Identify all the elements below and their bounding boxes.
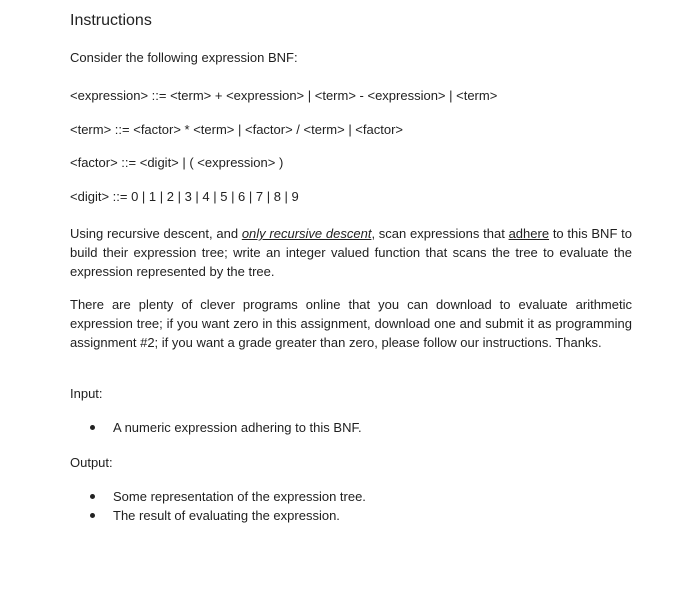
warning-paragraph: There are plenty of clever programs online that you can download to evaluate arithmetic expression tree; if you want zero in this assignment, download one and submit it as programming assignment #2; if you want a grade greater than zero, please follow our instructions. Thanks.: [70, 297, 632, 350]
emphasis-text: only recursive descent: [241, 226, 372, 241]
bnf-term-rule: <term> ::= <factor> * <term> | <factor> / <term> | <factor>: [70, 122, 403, 137]
bullet-icon: [90, 494, 95, 499]
bullet-icon: [90, 513, 95, 518]
input-label: Input:: [70, 386, 103, 401]
intro-text: Consider the following expression BNF:: [70, 50, 298, 65]
output-list: [90, 487, 366, 525]
bnf-factor-rule: <factor> ::= <digit> | ( <expression> ): [70, 155, 284, 170]
bullet-icon: [90, 425, 95, 430]
underlined-text: adhere: [508, 226, 550, 241]
paragraph-text: , scan expressions that: [371, 226, 509, 241]
list-item: The result of evaluating the expression.: [90, 506, 366, 525]
page-title: Instructions: [70, 12, 152, 29]
paragraph-text: Using recursive descent, and: [70, 226, 242, 241]
bnf-digit-rule: <digit> ::= 0 | 1 | 2 | 3 | 4 | 5 | 6 | 7 | 8 | 9: [70, 189, 299, 204]
paragraph-text: to this BNF to build their expression tree; write an integer valued function that scans the tree to evaluate the expression represented by the tree.: [70, 226, 632, 279]
instructions-paragraph: [70, 224, 632, 281]
output-label: Output:: [70, 455, 113, 470]
list-item: A numeric expression adhering to this BNF.: [90, 418, 362, 437]
list-item: Some representation of the expression tree.: [90, 487, 366, 506]
bnf-expression-rule: <expression> ::= <term> + <expression> | <term> - <expression> | <term>: [70, 88, 498, 103]
input-list: [90, 418, 362, 437]
